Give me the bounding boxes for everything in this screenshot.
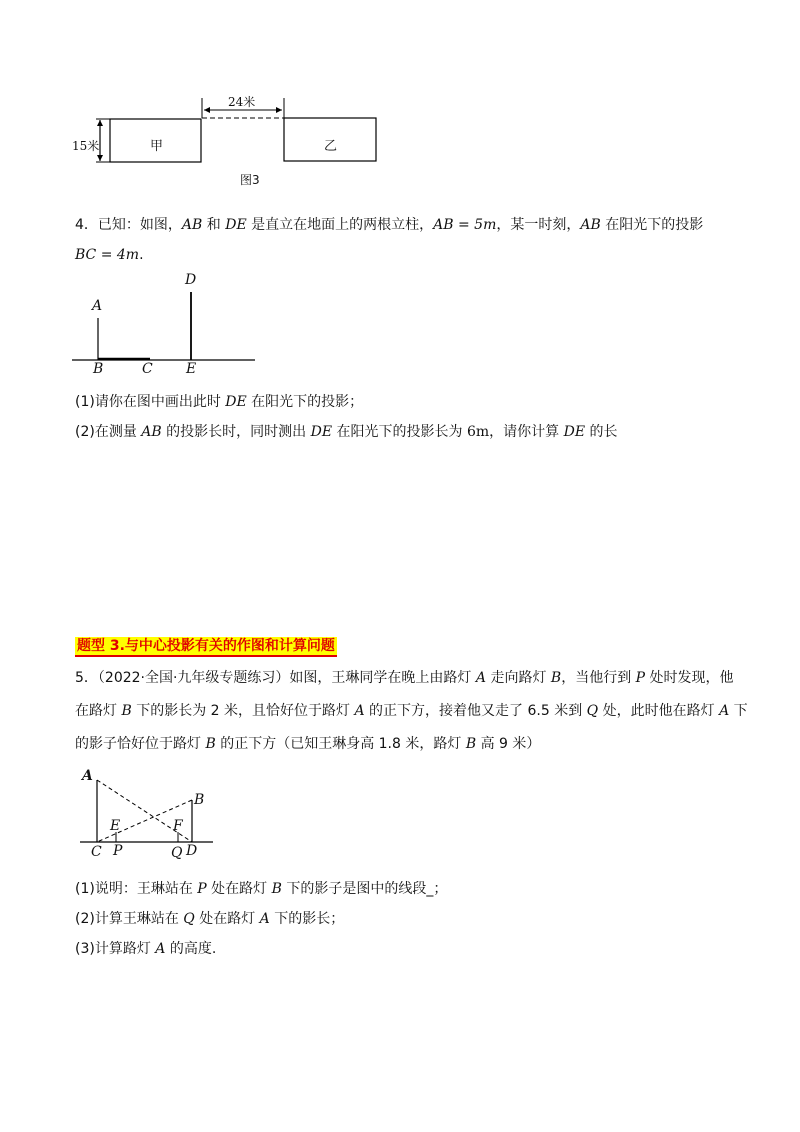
q5-var: B [271, 881, 282, 897]
q4-bc-eq: BC = 4m [75, 247, 140, 263]
q5-var: B [550, 670, 562, 686]
q4-sub2-value: 6m [466, 424, 490, 440]
q5-var: B [121, 703, 132, 719]
q4-period: . [139, 247, 144, 263]
q5-text: 下的影长为 2 米，且恰好位于路灯 [131, 703, 355, 719]
q4-sub2-text: 在阳光下的投影长为 [332, 424, 467, 440]
q5-var: A [719, 703, 730, 719]
q4-label-b: B [93, 361, 104, 377]
q5-text: 的正下方，接着他又走了 6.5 米到 [364, 703, 587, 719]
q4-text: 和 [202, 217, 226, 233]
section-heading-text: 题型 3.与中心投影有关的作图和计算问题 [75, 637, 337, 657]
q4-text: 是直立在地面上的两根立柱， [246, 217, 434, 233]
q4-number: 4 [75, 217, 84, 233]
q5-var: P [197, 881, 207, 897]
q5-var: A [475, 670, 487, 686]
q5-var: Q [183, 911, 195, 927]
q5-label-e: E [110, 818, 121, 834]
q4-label-d: D [185, 272, 197, 288]
q4-text: ，某一时刻， [496, 217, 581, 233]
q5-sub1-text: (1)说明：王琳站在 [75, 881, 198, 897]
q4-sub1-text: (1)请你在图中画出此时 [75, 394, 226, 410]
q5-text: 的影子恰好位于路灯 [75, 736, 206, 752]
q5-label-c: C [91, 844, 102, 860]
q4-ab-eq: AB = 5m [433, 217, 497, 233]
q5-sub3-text: 的高度. [165, 941, 217, 957]
q5-text: 处时发现，他 [645, 670, 734, 686]
q5-sub2-text: (2)计算王琳站在 [75, 911, 184, 927]
q5-sub2 [75, 909, 344, 929]
distance-label: 24米 [228, 95, 256, 109]
q4-label-e: E [186, 361, 197, 377]
q5-label-f: F [173, 818, 183, 834]
q4-sub2-de: DE [310, 424, 333, 440]
q5-sub3 [75, 939, 216, 959]
q5-label-p: P [113, 843, 123, 859]
q4-sub2-text: 的长 [585, 424, 618, 440]
q4-sub2-text: ，请你计算 [489, 424, 564, 440]
q5-label-d: D [186, 843, 198, 859]
q4-label-a: A [92, 298, 103, 314]
q5-var: P [635, 670, 646, 686]
q5-text: 处，此时他在路灯 [598, 703, 720, 719]
q5-sub2-text: 下的影长； [269, 911, 345, 927]
q5-sub3-text: (3)计算路灯 [75, 941, 156, 957]
q4-ab: AB [181, 217, 203, 233]
q5-var: A [155, 941, 166, 957]
q5-sub1 [75, 879, 447, 899]
q4-sub1-text: 在阳光下的投影； [246, 394, 364, 410]
q5-label-q: Q [171, 845, 183, 861]
q4-sub2-de: DE [563, 424, 586, 440]
q4-sub2-text: 的投影长时，同时测出 [161, 424, 311, 440]
q5-var: A [354, 703, 365, 719]
q5-text: ，当他行到 [561, 670, 636, 686]
q4-de: DE [225, 217, 247, 233]
q4-sub2-ab: AB [141, 424, 162, 440]
q5-sub1-text: 下的影子是图中的线段_； [281, 881, 448, 897]
height-label: 15米 [72, 139, 100, 153]
building-jia-label: 甲 [150, 139, 164, 154]
q5-text: 走向路灯 [486, 670, 551, 686]
q4-sub2-text: (2)在测量 [75, 424, 142, 440]
q5-text: 5．（2022·全国·九年级专题练习）如图，王琳同学在晚上由路灯 [75, 670, 476, 686]
q4-sub1-de: DE [225, 394, 247, 410]
q4-label-c: C [142, 361, 153, 377]
q5-sub1-text: 处在路灯 [206, 881, 272, 897]
building-yi-label: 乙 [324, 139, 338, 154]
q5-text: 的正下方（已知王琳身高 1.8 米，路灯 [215, 736, 466, 752]
q5-var: Q [586, 703, 599, 719]
q5-text: 下 [729, 703, 748, 719]
q5-var: B [465, 736, 477, 752]
q5-text: 高 9 米） [476, 736, 541, 752]
q5-label-b: B [194, 792, 205, 808]
q5-sub2-text: 处在路灯 [194, 911, 260, 927]
q5-var: A [259, 911, 270, 927]
q5-label-a: A [82, 768, 93, 784]
figure-caption: 图3 [240, 173, 260, 187]
q4-ab: AB [580, 217, 601, 233]
q4-text: ．已知：如图， [83, 217, 182, 233]
q5-var: B [205, 736, 216, 752]
q5-text: 在路灯 [75, 703, 122, 719]
q4-text: 在阳光下的投影 [600, 217, 704, 233]
